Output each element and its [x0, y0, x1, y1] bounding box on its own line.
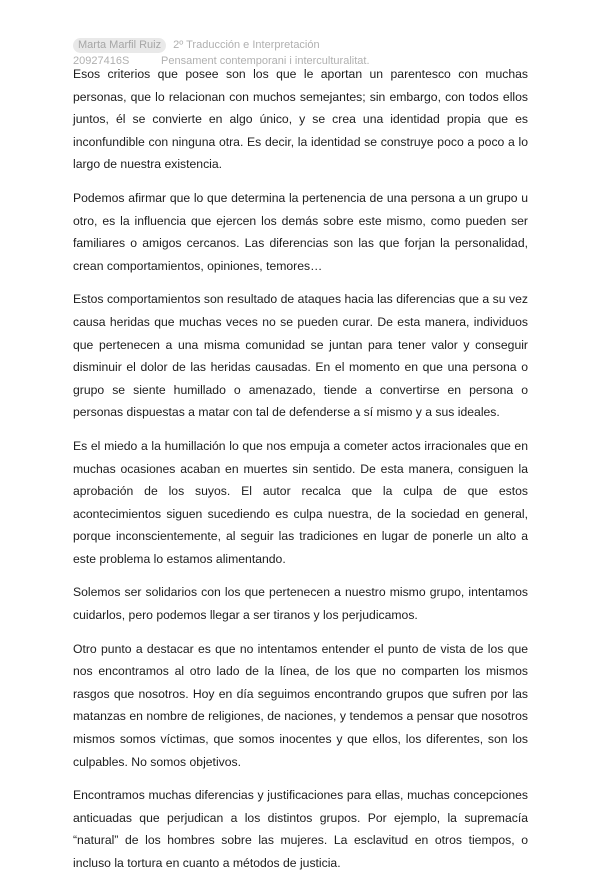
- document-body: [73, 63, 528, 886]
- author-name: Marta Marfil Ruiz: [73, 38, 166, 53]
- header-row-top: [73, 37, 533, 53]
- paragraph-7: Encontramos muchas diferencias y justificaciones para ellas, muchas concepciones anticuadas que perjudican a los distintos grupos. Por ejemplo, la supremacía “natural” de los hombres sobre las mujeres. La esclavitud en otros tiempos, o incluso la tortura en cuanto a métodos de justicia.: [73, 788, 528, 870]
- paragraph-1: Esos criterios que posee son los que le aportan un parentesco con muchas personas, que lo relacionan con muchos semejantes; sin embargo, con todos ellos juntos, él se convierte en algo único, y se crea una identidad propia que es inconfundible con ninguna otra. Es decir, la identidad se construye poco a poco a lo largo de nuestra existencia.: [73, 67, 528, 172]
- paragraph-3: Estos comportamientos son resultado de ataques hacia las diferencias que a su vez causa heridas que muchas veces no se pueden curar. De esta manera, individuos que pertenecen a una misma comunidad se juntan para tener valor y conseguir disminuir el dolor de las heridas causadas. En el momento en que una persona o grupo se siente humillado o amenazado, tiende a convertirse en persona o personas dispuestas a matar con tal de defenderse a sí mismo y a sus ideales.: [73, 292, 528, 420]
- course-name: 2º Traducción e Interpretación: [173, 39, 320, 51]
- paragraph-2: Podemos afirmar que lo que determina la pertenencia de una persona a un grupo u otro, es la influencia que ejercen los demás sobre este mismo, como pueden ser familiares o amigos cercanos. Las diferencias son las que forjan la personalidad, crean comportamientos, opiniones, temores…: [73, 190, 528, 273]
- paragraph-4: Es el miedo a la humillación lo que nos empuja a cometer actos irracionales que en muchas ocasiones acaban en muertes sin sentido. De esta manera, consiguen la aprobación de los suyos. El autor recalca que la culpa de que estos acontecimientos siguen sucediendo es culpa nuestra, de la sociedad en general, porque inconscientemente, al seguir las tradiciones en lugar de ponerle un alto a este problema lo estamos alimentando.: [73, 438, 528, 566]
- paragraph-6: Otro punto a destacar es que no intentamos entender el punto de vista de los que nos encontramos al otro lado de la línea, de los que no comparten los mismos rasgos que nosotros. Hoy en día seguimos encontrando grupos que sufren por las matanzas en nombre de religiones, de naciones, y tendemos a pensar que nosotros mismos somos víctimas, que somos inocentes y que ellos, los diferentes, son los culpables. No somos objetivos.: [73, 641, 528, 769]
- subject-name: Pensament contemporani i interculturalitat.: [161, 55, 370, 67]
- paragraph-5: Solemos ser solidarios con los que pertenecen a nuestro mismo grupo, intentamos cuidarlos, pero podemos llegar a ser tiranos y los perjudicamos.: [73, 585, 528, 623]
- student-id: 20927416S: [73, 55, 130, 67]
